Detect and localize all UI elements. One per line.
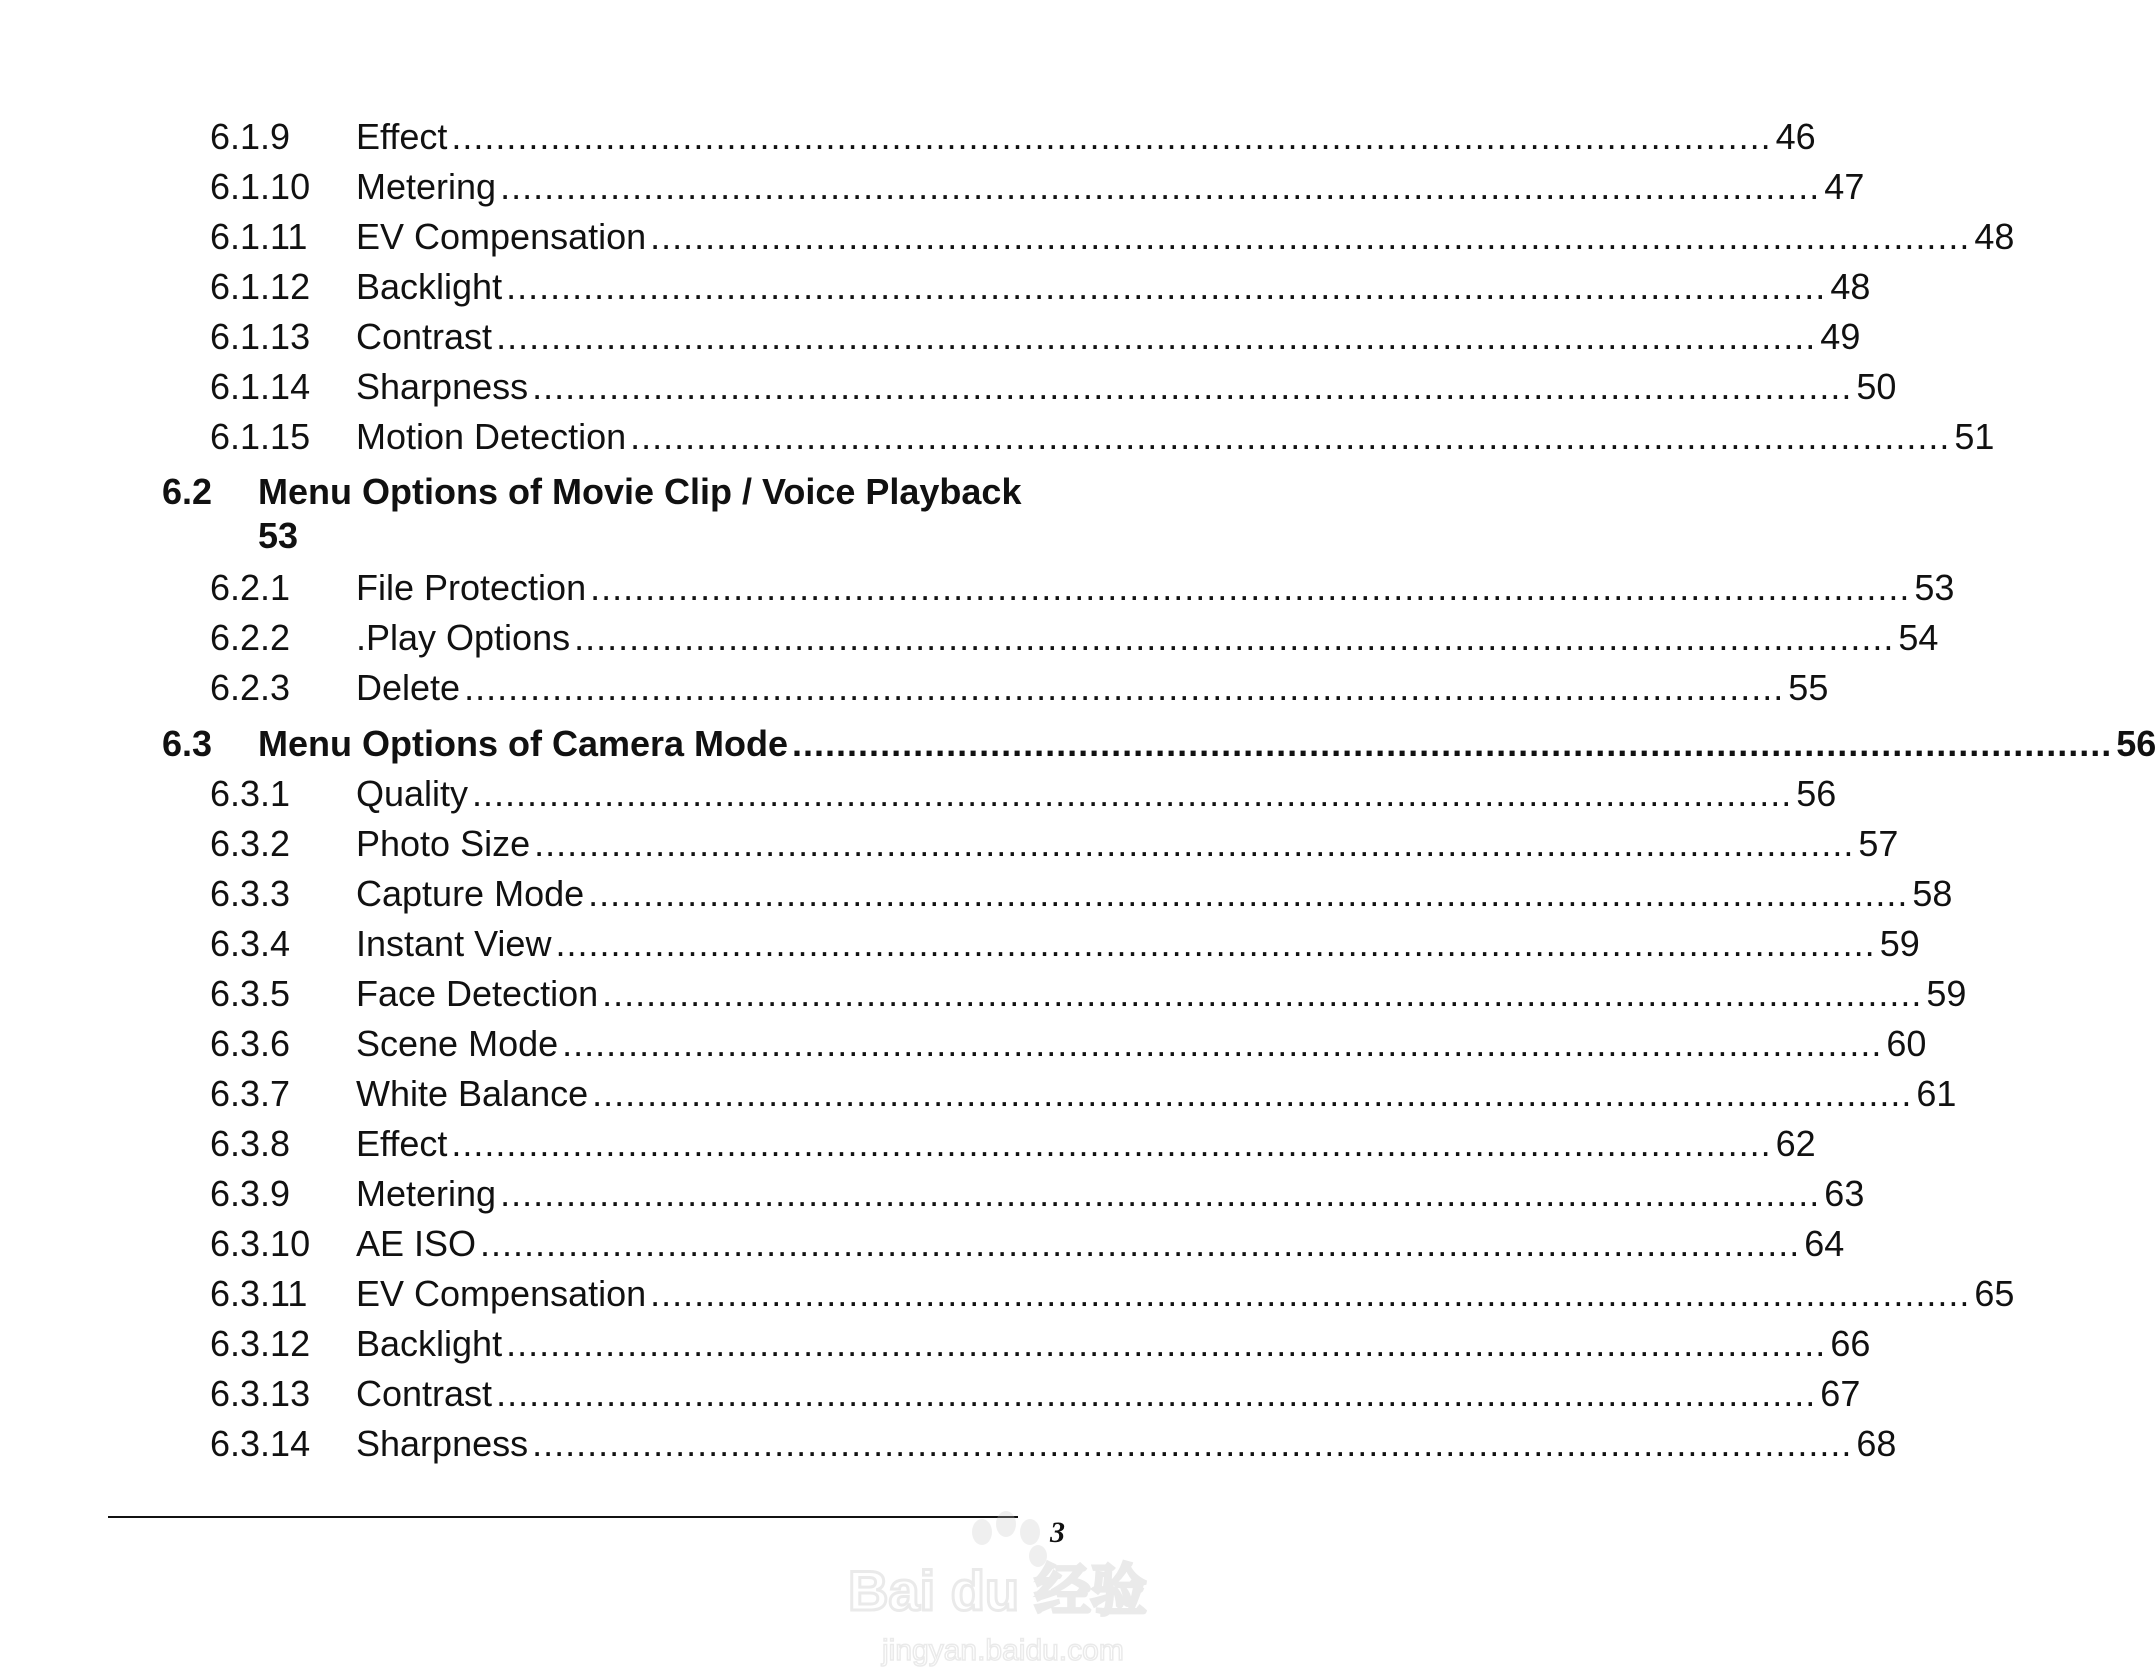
watermark-brand: Bai du 经验 — [848, 1559, 1147, 1622]
section-page: 53 — [258, 515, 299, 556]
entry-title: Backlight — [356, 266, 503, 307]
entry-page: 49 — [1820, 316, 1861, 357]
entry-title: File Protection — [356, 567, 587, 608]
section-number: 6.3 — [162, 723, 213, 764]
toc-entry[interactable] — [210, 362, 1897, 412]
entry-page: 53 — [1914, 567, 1955, 608]
dot-leader: ........................................................................................................................ — [506, 1323, 1827, 1364]
dot-leader: ........................................................................................................................ — [451, 1123, 1772, 1164]
entry-number: 6.3.8 — [210, 1123, 291, 1164]
toc-entry[interactable] — [210, 1119, 1816, 1169]
dot-leader: ........................................................................................................................ — [792, 723, 2113, 764]
dot-leader: ........................................................................................................................ — [496, 316, 1817, 357]
entry-title: Capture Mode — [356, 873, 585, 914]
toc-entry[interactable] — [210, 819, 1899, 869]
dot-leader: ........................................................................................................................ — [574, 617, 1895, 658]
entry-page: 48 — [1830, 266, 1871, 307]
section-title: Menu Options of Camera Mode — [258, 723, 789, 764]
toc-entry[interactable] — [210, 1269, 2015, 1319]
dot-leader: ........................................................................................................................ — [650, 216, 1971, 257]
toc-entry[interactable] — [210, 1419, 1897, 1469]
toc-entry[interactable] — [210, 262, 1871, 312]
entry-number: 6.3.11 — [210, 1273, 308, 1314]
entry-page: 66 — [1830, 1323, 1871, 1364]
dot-leader: ........................................................................................................................ — [500, 1173, 1821, 1214]
toc-entry[interactable] — [210, 1169, 1865, 1219]
entry-page: 58 — [1912, 873, 1953, 914]
dot-leader: ........................................................................................................................ — [532, 366, 1853, 407]
entry-title: Contrast — [356, 1373, 493, 1414]
entry-title: Metering — [356, 166, 497, 207]
entry-number: 6.1.9 — [210, 116, 291, 157]
dot-leader: ........................................................................................................................ — [588, 873, 1909, 914]
entry-number: 6.3.3 — [210, 873, 291, 914]
entry-page: 50 — [1856, 366, 1897, 407]
toc-entry[interactable] — [210, 162, 1865, 212]
entry-title: Instant View — [356, 923, 552, 964]
entry-page: 63 — [1824, 1173, 1865, 1214]
entry-number: 6.1.10 — [210, 166, 311, 207]
dot-leader: ........................................................................................................................ — [496, 1373, 1817, 1414]
toc-entry[interactable] — [210, 1369, 1861, 1419]
entry-number: 6.2.1 — [210, 567, 291, 608]
section-page: 56 — [2116, 723, 2156, 764]
entry-page: 64 — [1804, 1223, 1845, 1264]
dot-leader: ........................................................................................................................ — [592, 1073, 1913, 1114]
entry-title: Sharpness — [356, 366, 529, 407]
entry-title: Photo Size — [356, 823, 531, 864]
entry-number: 6.3.2 — [210, 823, 291, 864]
section-number: 6.2 — [162, 471, 213, 512]
entry-number: 6.1.11 — [210, 216, 308, 257]
entry-number: 6.1.12 — [210, 266, 311, 307]
entry-title: EV Compensation — [356, 1273, 647, 1314]
toc-entry[interactable] — [210, 1319, 1871, 1369]
entry-page: 61 — [1916, 1073, 1957, 1114]
entry-number: 6.3.14 — [210, 1423, 311, 1464]
entry-page: 46 — [1775, 116, 1816, 157]
toc-entry[interactable] — [210, 613, 1939, 663]
entry-page: 54 — [1898, 617, 1939, 658]
dot-leader: ........................................................................................................................ — [555, 923, 1876, 964]
entry-number: 6.1.13 — [210, 316, 311, 357]
dot-leader: ........................................................................................................................ — [532, 1423, 1853, 1464]
entry-page: 57 — [1858, 823, 1899, 864]
baidu-watermark-icon — [840, 1510, 1147, 1680]
entry-page: 48 — [1974, 216, 2015, 257]
entry-page: 65 — [1974, 1273, 2015, 1314]
toc-entry[interactable] — [210, 312, 1861, 362]
entry-page: 68 — [1856, 1423, 1897, 1464]
entry-number: 6.3.13 — [210, 1373, 311, 1414]
toc-entry[interactable] — [210, 969, 1967, 1019]
dot-leader: ........................................................................................................................ — [472, 773, 1793, 814]
entry-number: 6.3.1 — [210, 773, 291, 814]
entry-title: Sharpness — [356, 1423, 529, 1464]
toc-entry[interactable] — [210, 563, 1955, 613]
toc-entry[interactable] — [210, 1219, 1845, 1269]
entry-page: 51 — [1954, 416, 1995, 457]
entry-title: Motion Detection — [356, 416, 627, 457]
entry-title: Face Detection — [356, 973, 599, 1014]
entry-page: 47 — [1824, 166, 1865, 207]
watermark-url: jingyan.baidu.com — [882, 1634, 1124, 1667]
entry-page: 62 — [1775, 1123, 1816, 1164]
entry-page: 59 — [1879, 923, 1920, 964]
dot-leader: ........................................................................................................................ — [506, 266, 1827, 307]
toc-entry[interactable] — [210, 869, 1953, 919]
toc-entry[interactable] — [210, 1019, 1927, 1069]
entry-title: Effect — [356, 1123, 448, 1164]
entry-number: 6.3.9 — [210, 1173, 291, 1214]
entry-number: 6.2.2 — [210, 617, 291, 658]
toc-entry[interactable] — [210, 212, 2015, 262]
entry-number: 6.3.6 — [210, 1023, 291, 1064]
entry-title: EV Compensation — [356, 216, 647, 257]
entry-title: Backlight — [356, 1323, 503, 1364]
entry-title: White Balance — [356, 1073, 589, 1114]
entry-page: 59 — [1926, 973, 1967, 1014]
page-number: 3 — [1050, 1516, 1065, 1549]
toc-entry[interactable] — [210, 112, 1816, 162]
dot-leader: ........................................................................................................................ — [602, 973, 1923, 1014]
entry-number: 6.3.4 — [210, 923, 291, 964]
entry-page: 55 — [1788, 667, 1829, 708]
entry-title: Scene Mode — [356, 1023, 559, 1064]
dot-leader: ........................................................................................................................ — [464, 667, 1785, 708]
entry-page: 56 — [1796, 773, 1837, 814]
entry-number: 6.1.14 — [210, 366, 311, 407]
dot-leader: ........................................................................................................................ — [534, 823, 1855, 864]
dot-leader: ........................................................................................................................ — [500, 166, 1821, 207]
entry-number: 6.3.5 — [210, 973, 291, 1014]
entry-number: 6.3.12 — [210, 1323, 311, 1364]
entry-title: Delete — [356, 667, 461, 708]
dot-leader: ........................................................................................................................ — [650, 1273, 1971, 1314]
entry-title: AE ISO — [356, 1223, 477, 1264]
entry-page: 60 — [1886, 1023, 1927, 1064]
toc-entry[interactable] — [210, 663, 1829, 713]
entry-number: 6.1.15 — [210, 416, 311, 457]
toc-section-6-3[interactable] — [162, 719, 2156, 769]
toc-entry[interactable] — [210, 412, 1995, 462]
section-title: Menu Options of Movie Clip / Voice Playback — [258, 471, 1022, 512]
dot-leader: ........................................................................................................................ — [630, 416, 1951, 457]
entry-title: Metering — [356, 1173, 497, 1214]
dot-leader: ........................................................................................................................ — [451, 116, 1772, 157]
dot-leader: ........................................................................................................................ — [562, 1023, 1883, 1064]
dot-leader: ........................................................................................................................ — [590, 567, 1911, 608]
dot-leader: ........................................................................................................................ — [480, 1223, 1801, 1264]
entry-number: 6.3.7 — [210, 1073, 291, 1114]
entry-title: Contrast — [356, 316, 493, 357]
toc-entry[interactable] — [210, 919, 1920, 969]
entry-title: .Play Options — [356, 617, 571, 658]
entry-number: 6.3.10 — [210, 1223, 311, 1264]
entry-title: Effect — [356, 116, 448, 157]
toc-entry[interactable] — [210, 1069, 1957, 1119]
entry-number: 6.2.3 — [210, 667, 291, 708]
toc-entry[interactable] — [210, 769, 1837, 819]
entry-title: Quality — [356, 773, 469, 814]
entry-page: 67 — [1820, 1373, 1861, 1414]
